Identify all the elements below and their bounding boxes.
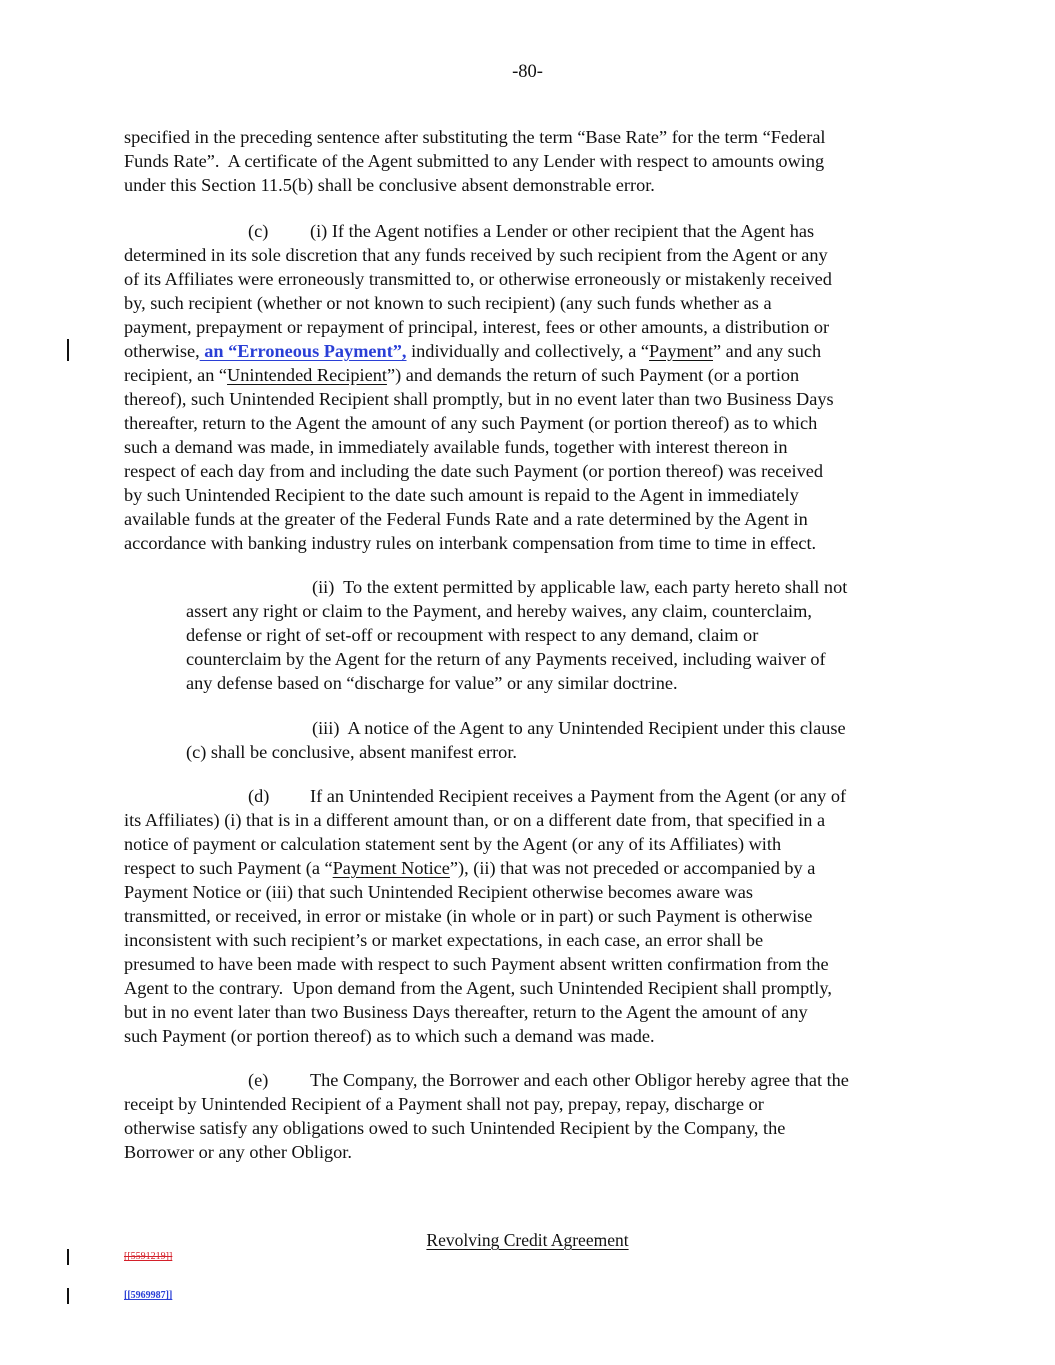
- change-bar: [67, 1288, 69, 1304]
- inserted-text-erroneous-payment: an “Erroneous Payment”,: [199, 341, 407, 361]
- change-bar: [67, 339, 69, 361]
- text-line: its Affiliates) (i) that is in a different amount than, or on a different date from, that specified in a: [124, 810, 826, 830]
- text-line: inconsistent with such recipient’s or market expectations, in each case, an error shall be: [124, 930, 764, 950]
- text-line: such Payment (or portion thereof) as to which such a demand was made.: [124, 1026, 655, 1046]
- text-line: [124, 339, 924, 363]
- text-line: thereof), such Unintended Recipient shall promptly, but in no event later than two Business Days: [124, 389, 834, 409]
- clause-label: (c): [248, 221, 269, 241]
- text-fragment: individually and collectively, a “: [406, 341, 650, 361]
- text-line: but in no event later than two Business Days thereafter, return to the Agent the amount of any: [124, 1002, 808, 1022]
- text-line: under this Section 11.5(b) shall be conclusive absent demonstrable error.: [124, 175, 655, 195]
- text-line: defense or right of set-off or recoupment with respect to any demand, claim or: [186, 625, 759, 645]
- defined-term-unintended-recipient: Unintended Recipient: [227, 365, 387, 385]
- text-line: by, such recipient (whether or not known to such recipient) (any such funds whether as a: [124, 293, 772, 313]
- clause-text: If an Unintended Recipient receives a Payment from the Agent (or any of: [310, 786, 847, 806]
- text-line: determined in its sole discretion that any funds received by such recipient from the Agent or any: [124, 245, 828, 265]
- text-line: transmitted, or received, in error or mistake (in whole or in part) or such Payment is otherwise: [124, 906, 813, 926]
- paragraph-continuation: [124, 125, 924, 197]
- page-number: -80-: [512, 62, 543, 82]
- text-line: specified in the preceding sentence after substituting the term “Base Rate” for the term “Federal: [124, 127, 826, 147]
- text-line: of its Affiliates were erroneously transmitted to, or otherwise erroneously or mistakenly received: [124, 269, 832, 289]
- text-line: available funds at the greater of the Federal Funds Rate and a rate determined by the Agent in: [124, 509, 808, 529]
- text-line: thereafter, return to the Agent the amount of any such Payment (or portion thereof) as to which: [124, 413, 818, 433]
- text-fragment: respect to such Payment (a “: [124, 858, 333, 878]
- text-line: payment, prepayment or repayment of principal, interest, fees or other amounts, a distribution or: [124, 317, 830, 337]
- text-line: (c) shall be conclusive, absent manifest error.: [186, 742, 517, 762]
- clause-label: (e): [248, 1070, 269, 1090]
- defined-term-payment-notice: Payment Notice: [332, 858, 450, 878]
- text-line: presumed to have been made with respect to such Payment absent written confirmation from the: [124, 954, 829, 974]
- defined-term-payment: Payment: [649, 341, 713, 361]
- change-bar: [67, 1249, 69, 1265]
- text-fragment: otherwise,: [124, 341, 200, 361]
- text-line: Funds Rate”. A certificate of the Agent submitted to any Lender with respect to amounts owing: [124, 151, 825, 171]
- text-line: [124, 219, 924, 243]
- clause-label: (d): [248, 786, 270, 806]
- clause-text: The Company, the Borrower and each other Obligor hereby agree that the: [310, 1070, 849, 1090]
- text-line: by such Unintended Recipient to the date such amount is repaid to the Agent in immediately: [124, 485, 799, 505]
- text-line: [186, 575, 926, 599]
- text-line: such a demand was made, in immediately available funds, together with interest thereon in: [124, 437, 788, 457]
- text-line: notice of payment or calculation statement sent by the Agent (or any of its Affiliates) with: [124, 834, 782, 854]
- text-fragment: ” and any such: [713, 341, 822, 361]
- text-line: [124, 784, 924, 808]
- text-line: Borrower or any other Obligor.: [124, 1142, 352, 1162]
- text-line: Agent to the contrary. Upon demand from the Agent, such Unintended Recipient shall promptly,: [124, 978, 832, 998]
- text-line: [124, 856, 924, 880]
- clause-text: (i) If the Agent notifies a Lender or other recipient that the Agent has: [310, 221, 815, 241]
- clause-c: [124, 219, 924, 555]
- text-line: Payment Notice or (iii) that such Unintended Recipient otherwise becomes aware was: [124, 882, 753, 902]
- clause-text: (ii) To the extent permitted by applicable law, each party hereto shall not: [312, 577, 848, 597]
- text-line: assert any right or claim to the Payment, and hereby waives, any claim, counterclaim,: [186, 601, 812, 621]
- clause-d: [124, 784, 924, 1048]
- text-line: [124, 363, 924, 387]
- text-line: accordance with banking industry rules on interbank compensation from time to time in effect.: [124, 533, 817, 553]
- text-line: otherwise satisfy any obligations owed to such Unintended Recipient by the Company, the: [124, 1118, 786, 1138]
- text-line: any defense based on “discharge for value” or any similar doctrine.: [186, 673, 678, 693]
- text-fragment: ”) and demands the return of such Payment (or a portion: [386, 365, 800, 385]
- text-fragment: ”), (ii) that was not preceded or accompanied by a: [449, 858, 816, 878]
- text-fragment: recipient, an “: [124, 365, 228, 385]
- text-line: respect of each day from and including the date such Payment (or portion thereof) was received: [124, 461, 823, 481]
- inserted-doc-id: [[5969987]]: [124, 1290, 173, 1301]
- text-line: [124, 1068, 924, 1092]
- clause-text: (iii) A notice of the Agent to any Unintended Recipient under this clause: [312, 718, 846, 738]
- clause-e: [124, 1068, 924, 1164]
- footer-title: Revolving Credit Agreement: [426, 1230, 629, 1250]
- text-line: counterclaim by the Agent for the return of any Payments received, including waiver of: [186, 649, 826, 669]
- text-line: [186, 716, 926, 740]
- clause-c-iii: [186, 716, 926, 764]
- deleted-doc-id: [[5591219]]: [124, 1251, 173, 1262]
- clause-c-ii: [186, 575, 926, 695]
- text-line: receipt by Unintended Recipient of a Payment shall not pay, prepay, repay, discharge or: [124, 1094, 764, 1114]
